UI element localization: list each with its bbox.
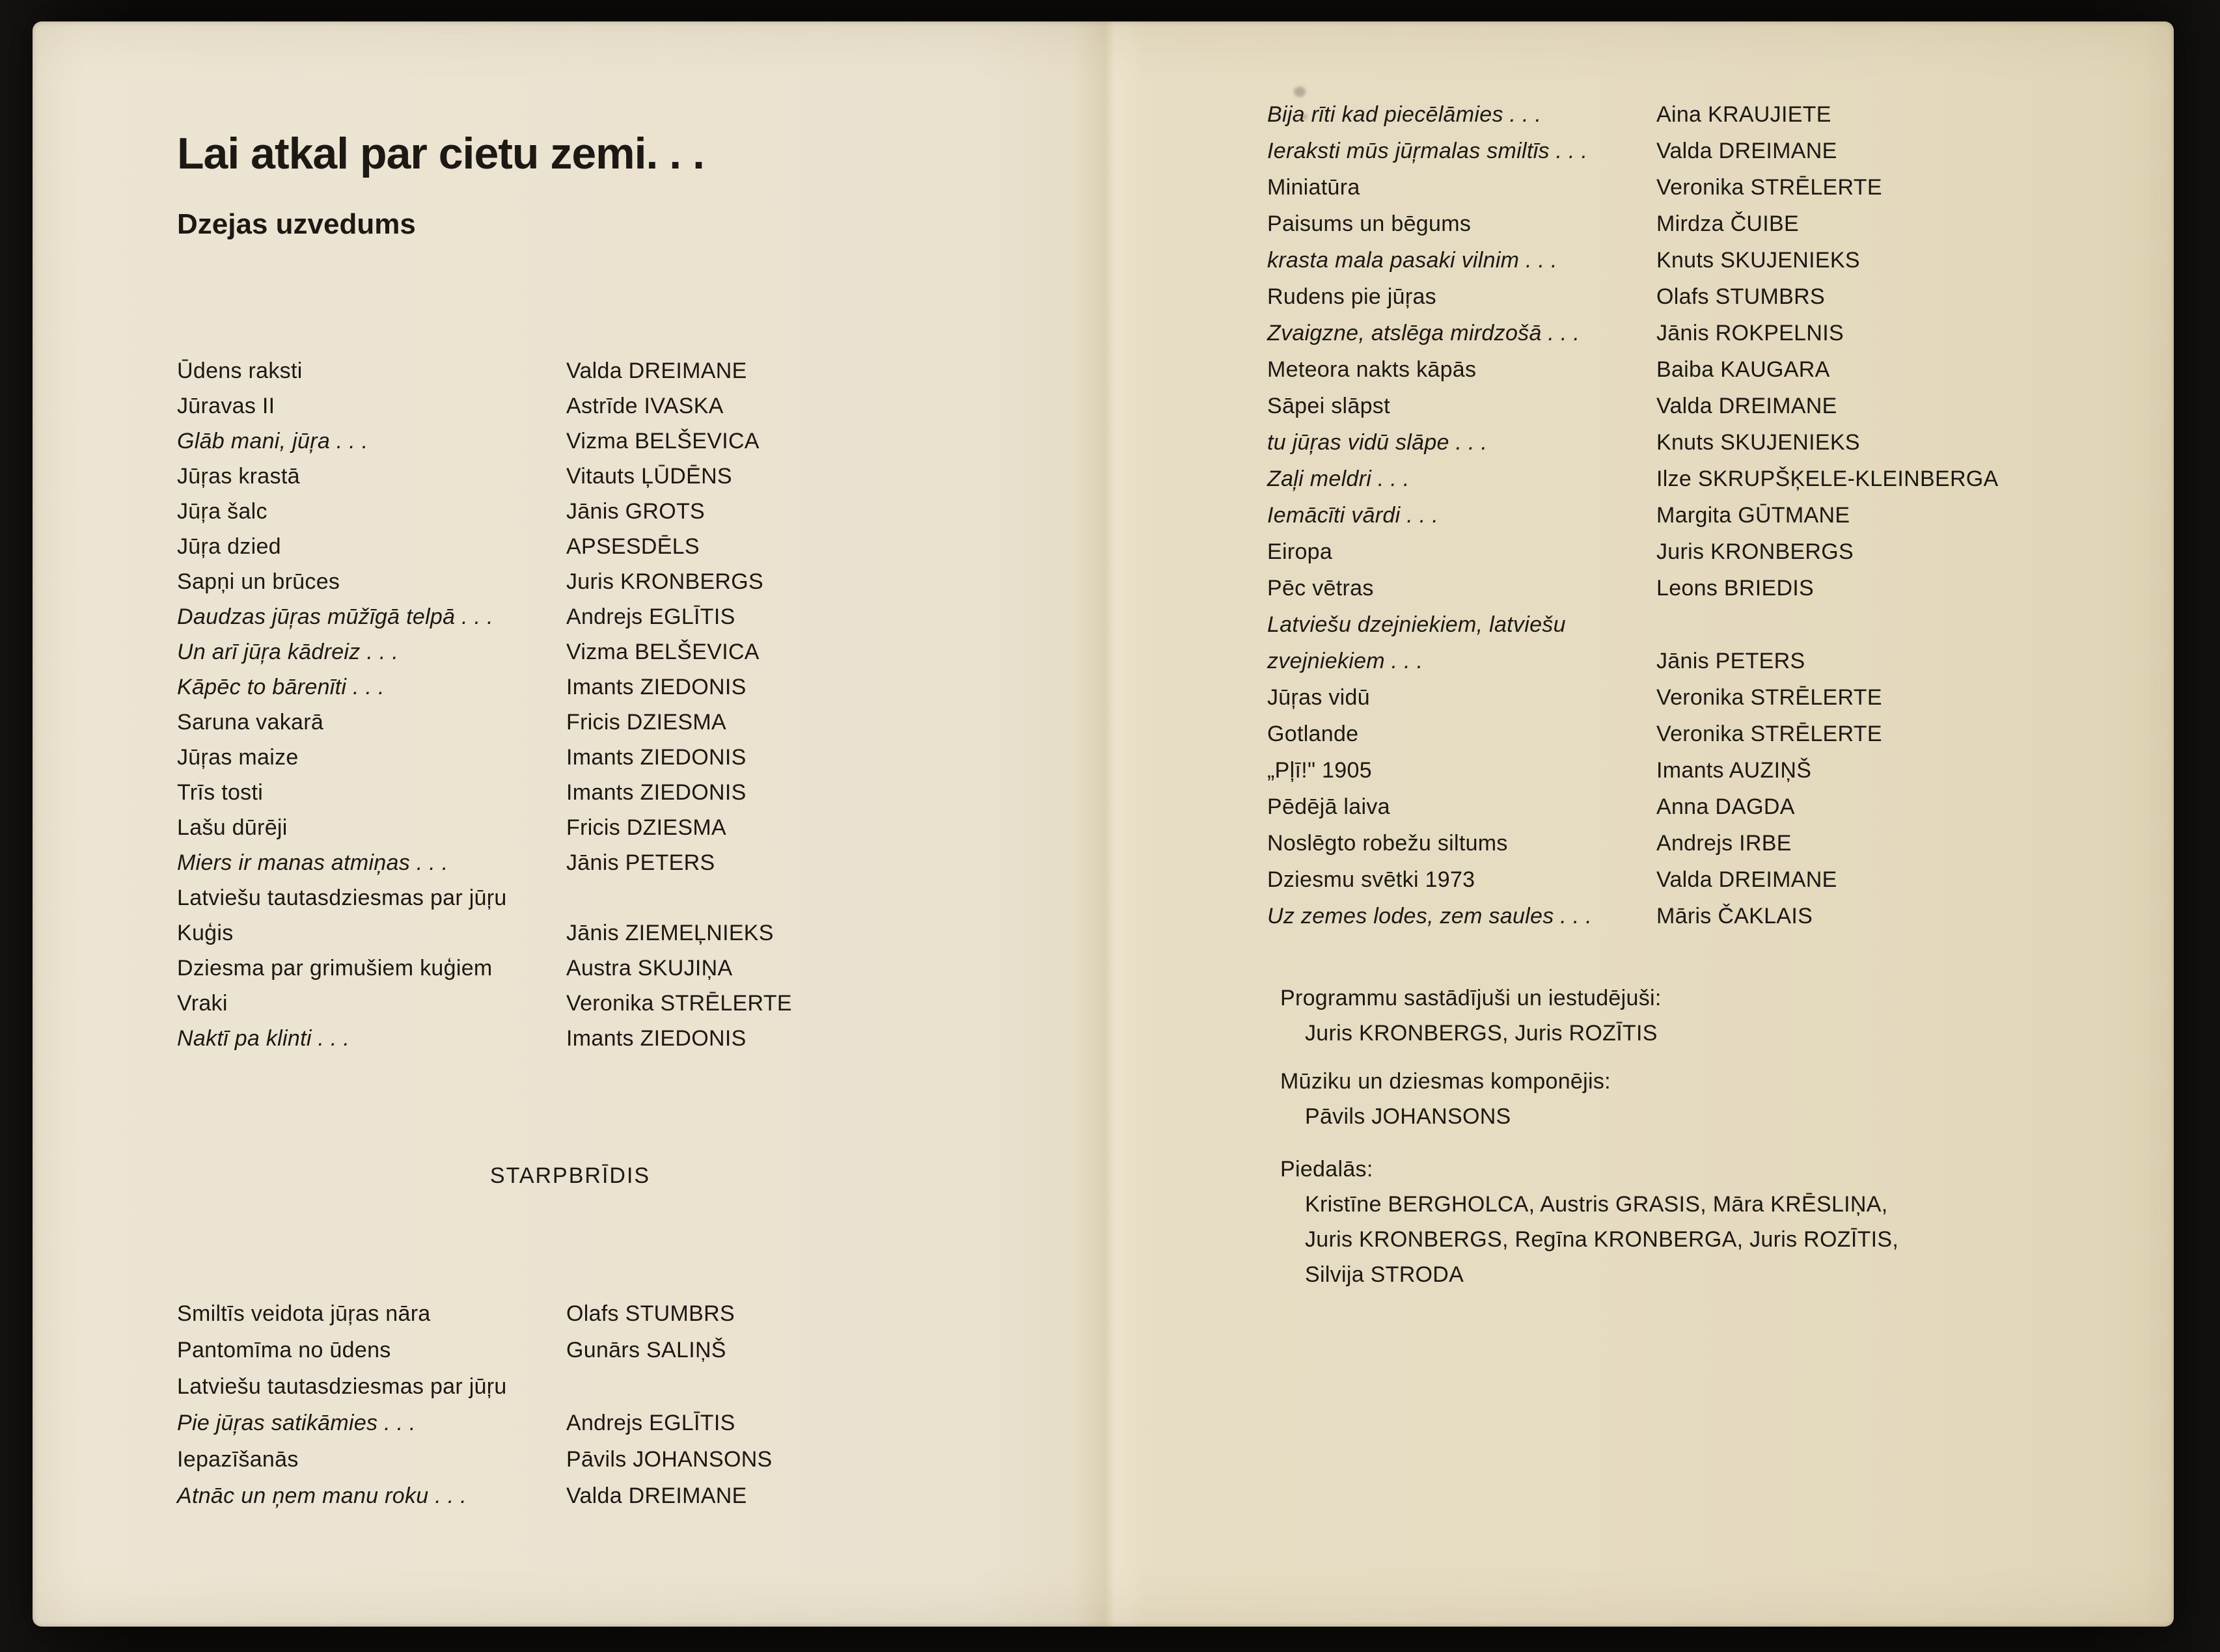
programme-row — [1267, 861, 1999, 898]
poem-title: Jūŗas krastā — [177, 464, 300, 489]
poem-title: Vraki — [177, 991, 228, 1016]
left-page-programme-list — [177, 353, 792, 1056]
programme-row — [177, 1332, 773, 1368]
poem-author: Juris KRONBERGS — [1656, 539, 1854, 564]
poem-title: Sāpei slāpst — [1267, 394, 1390, 418]
poem-title: Ūdens raksti — [177, 359, 303, 383]
credit-block — [1280, 1152, 1898, 1292]
programme-row — [177, 705, 792, 740]
paper-speck — [1294, 87, 1306, 97]
poem-author: Jānis GROTS — [566, 499, 706, 524]
programme-row — [177, 353, 792, 388]
poem-author: Knuts SKUJENIEKS — [1656, 430, 1860, 455]
programme-row — [1267, 169, 1999, 206]
programme-row — [177, 775, 792, 810]
credit-names: Kristīne BERGHOLCA, Austris GRASIS, Māra KRĒSLIŅA, — [1305, 1192, 1888, 1217]
programme-row — [1267, 278, 1999, 315]
poem-author: Knuts SKUJENIEKS — [1656, 248, 1860, 273]
poem-author: Veronika STRĒLERTE — [1656, 722, 1882, 746]
poem-title: Dziesmu svētki 1973 — [1267, 867, 1475, 892]
poem-title: Iepazīšanās — [177, 1447, 299, 1472]
programme-row — [177, 1295, 773, 1332]
poem-author: Valda DREIMANE — [566, 359, 747, 383]
poem-author: APSESDĒLS — [566, 534, 700, 559]
poem-author: Astrīde IVASKA — [566, 394, 724, 418]
credit-label: Mūziku un dziesmas komponējis: — [1280, 1069, 1611, 1094]
poem-title: Jūŗas maize — [177, 745, 299, 770]
programme-title: Lai atkal par cietu zemi. . . — [177, 128, 704, 178]
poem-title: Smiltīs veidota jūŗas nāra — [177, 1301, 431, 1326]
poem-title: Noslēgto robežu siltums — [1267, 831, 1508, 856]
poem-title: Ieraksti mūs jūŗmalas smiltīs . . . — [1267, 139, 1588, 163]
programme-row — [177, 459, 792, 494]
poem-author: Andrejs EGLĪTIS — [566, 604, 735, 629]
programme-row — [1267, 351, 1999, 388]
poem-title: Miniatūra — [1267, 175, 1360, 200]
poem-author: Vizma BELŠEVICA — [566, 640, 760, 664]
poem-title: Atnāc un ņem manu roku . . . — [177, 1483, 467, 1508]
credit-label: Piedalās: — [1280, 1157, 1373, 1182]
poem-title: Paisums un bēgums — [1267, 211, 1472, 236]
poem-author: Pāvils JOHANSONS — [566, 1447, 773, 1472]
programme-row — [1267, 96, 1999, 133]
poem-title: Uz zemes lodes, zem saules . . . — [1267, 904, 1592, 928]
poem-author: Valda DREIMANE — [1656, 394, 1837, 418]
programme-row — [1267, 461, 1999, 497]
poem-author: Veronika STRĒLERTE — [1656, 175, 1882, 200]
poem-title: Glāb mani, jūŗa . . . — [177, 429, 368, 454]
poem-author: Aina KRAUJIETE — [1656, 102, 1831, 127]
credit-block — [1280, 1064, 1898, 1134]
programme-row — [1267, 424, 1999, 461]
poem-author: Olafs STUMBRS — [566, 1301, 735, 1326]
poem-author: Leons BRIEDIS — [1656, 576, 1815, 601]
poem-author: Fricis DZIESMA — [566, 815, 726, 840]
programme-row — [177, 1405, 773, 1441]
programme-row — [177, 494, 792, 529]
poem-title: Zaļi meldri . . . — [1267, 467, 1410, 491]
programme-row — [177, 1368, 773, 1405]
programme-row — [1267, 242, 1999, 278]
credit-names: Silvija STRODA — [1305, 1262, 1464, 1287]
programme-row — [1267, 388, 1999, 424]
poem-title: Eiropa — [1267, 539, 1333, 564]
left-page-after-interlude-list — [177, 1295, 773, 1514]
right-page-programme-list — [1267, 96, 1999, 934]
poem-title: Miers ir manas atmiņas . . . — [177, 850, 448, 875]
programme-row — [1267, 789, 1999, 825]
programme-row — [1267, 534, 1999, 570]
programme-row — [177, 1021, 792, 1056]
programme-row — [177, 1441, 773, 1478]
poem-author: Austra SKUJIŅA — [566, 956, 733, 981]
poem-author: Veronika STRĒLERTE — [1656, 685, 1882, 710]
poem-title: tu jūŗas vidū slāpe . . . — [1267, 430, 1488, 455]
programme-row — [177, 740, 792, 775]
poem-title: Latviešu tautasdziesmas par jūŗu — [177, 1374, 507, 1399]
programme-row — [177, 670, 792, 705]
programme-row — [1267, 570, 1999, 606]
poem-author: Valda DREIMANE — [1656, 867, 1837, 892]
programme-subtitle: Dzejas uzvedums — [177, 208, 416, 240]
programme-row — [177, 424, 792, 459]
poem-author: Imants AUZIŅŠ — [1656, 758, 1812, 783]
poem-author: Andrejs EGLĪTIS — [566, 1411, 735, 1435]
programme-row — [1267, 898, 1999, 934]
poem-author: Baiba KAUGARA — [1656, 357, 1830, 382]
poem-author: Imants ZIEDONIS — [566, 745, 747, 770]
poem-title: Daudzas jūŗas mūžīgā telpā . . . — [177, 604, 493, 629]
programme-row — [177, 810, 792, 845]
poem-title: Jūravas II — [177, 394, 275, 418]
poem-title: Kāpēc to bārenīti . . . — [177, 675, 385, 699]
poem-author: Imants ZIEDONIS — [566, 780, 747, 805]
poem-title: Jūŗa dzied — [177, 534, 281, 559]
poem-title: Latviešu dzejniekiem, latviešu — [1267, 612, 1566, 637]
programme-row — [1267, 206, 1999, 242]
programme-row — [177, 1478, 773, 1514]
programme-row — [1267, 679, 1999, 716]
poem-author: Māris ČAKLAIS — [1656, 904, 1813, 928]
credit-names: Juris KRONBERGS, Regīna KRONBERGA, Juris ROZĪTIS, — [1305, 1227, 1899, 1252]
programme-row — [1267, 825, 1999, 861]
poem-author: Margita GŪTMANE — [1656, 503, 1850, 528]
poem-author: Mirdza ČUIBE — [1656, 211, 1799, 236]
poem-author: Valda DREIMANE — [1656, 139, 1837, 163]
poem-title: Pēc vētras — [1267, 576, 1374, 601]
poem-author: Jānis ZIEMEĻNIEKS — [566, 921, 774, 945]
poem-title: Kuģis — [177, 921, 234, 945]
programme-row — [1267, 315, 1999, 351]
poem-author: Imants ZIEDONIS — [566, 1026, 747, 1051]
poem-title: Rudens pie jūŗas — [1267, 284, 1436, 309]
poem-title: Iemācīti vārdi . . . — [1267, 503, 1438, 528]
interlude-heading: STARPBRĪDIS — [489, 1163, 651, 1188]
poem-title: Meteora nakts kāpās — [1267, 357, 1477, 382]
credit-label: Programmu sastādījuši un iestudējuši: — [1280, 986, 1662, 1010]
poem-author: Gunārs SALIŅŠ — [566, 1338, 726, 1362]
poem-author: Ilze SKRUPŠĶELE-KLEINBERGA — [1656, 467, 1999, 491]
programme-row — [177, 880, 792, 915]
credits-section — [1280, 981, 1898, 1305]
programme-row — [177, 915, 792, 951]
poem-title: Pantomīma no ūdens — [177, 1338, 391, 1362]
poem-title: Sapņi un brūces — [177, 569, 340, 594]
poem-title: Jūŗas vidū — [1267, 685, 1370, 710]
poem-title: Saruna vakarā — [177, 710, 324, 735]
programme-row — [177, 634, 792, 670]
poem-title: Pēdējā laiva — [1267, 794, 1390, 819]
poem-author: Veronika STRĒLERTE — [566, 991, 792, 1016]
programme-row — [177, 986, 792, 1021]
programme-row — [177, 564, 792, 599]
poem-author: Andrejs IRBE — [1656, 831, 1792, 856]
poem-title: Gotlande — [1267, 722, 1359, 746]
poem-title: Un arī jūŗa kādreiz . . . — [177, 640, 399, 664]
poem-author: Imants ZIEDONIS — [566, 675, 747, 699]
poem-author: Valda DREIMANE — [566, 1483, 747, 1508]
programme-row — [177, 388, 792, 424]
programme-row — [1267, 606, 1999, 643]
programme-row — [177, 599, 792, 634]
programme-row — [177, 951, 792, 986]
poem-title: Pie jūŗas satikāmies . . . — [177, 1411, 416, 1435]
poem-author: Anna DAGDA — [1656, 794, 1795, 819]
poem-author: Jānis PETERS — [566, 850, 715, 875]
poem-title: zvejniekiem . . . — [1267, 649, 1423, 673]
poem-author: Jānis ROKPELNIS — [1656, 321, 1844, 345]
programme-row — [1267, 752, 1999, 789]
credit-names: Juris KRONBERGS, Juris ROZĪTIS — [1305, 1021, 1658, 1046]
poem-title: Jūŗa šalc — [177, 499, 267, 524]
poem-author: Vitauts ĻŪDĒNS — [566, 464, 732, 489]
poem-title: „Pļī!" 1905 — [1267, 758, 1372, 783]
poem-author: Juris KRONBERGS — [566, 569, 763, 594]
credit-names: Pāvils JOHANSONS — [1305, 1104, 1511, 1129]
programme-row — [177, 529, 792, 564]
programme-row — [1267, 133, 1999, 169]
poem-title: Dziesma par grimušiem kuģiem — [177, 956, 493, 981]
programme-row — [177, 845, 792, 880]
credit-block — [1280, 981, 1898, 1051]
poem-title: Trīs tosti — [177, 780, 264, 805]
poem-title: krasta mala pasaki vilnim . . . — [1267, 248, 1557, 273]
programme-spread — [33, 21, 2174, 1627]
poem-title: Naktī pa klinti . . . — [177, 1026, 350, 1051]
poem-author: Vizma BELŠEVICA — [566, 429, 760, 454]
poem-author: Fricis DZIESMA — [566, 710, 726, 735]
programme-row — [1267, 643, 1999, 679]
poem-author: Olafs STUMBRS — [1656, 284, 1825, 309]
poem-title: Latviešu tautasdziesmas par jūŗu — [177, 886, 507, 910]
programme-row — [1267, 716, 1999, 752]
poem-title: Zvaigzne, atslēga mirdzošā . . . — [1267, 321, 1580, 345]
programme-row — [1267, 497, 1999, 534]
poem-author: Jānis PETERS — [1656, 649, 1805, 673]
poem-title: Bija rīti kad piecēlāmies . . . — [1267, 102, 1542, 127]
poem-title: Lašu dūrēji — [177, 815, 288, 840]
